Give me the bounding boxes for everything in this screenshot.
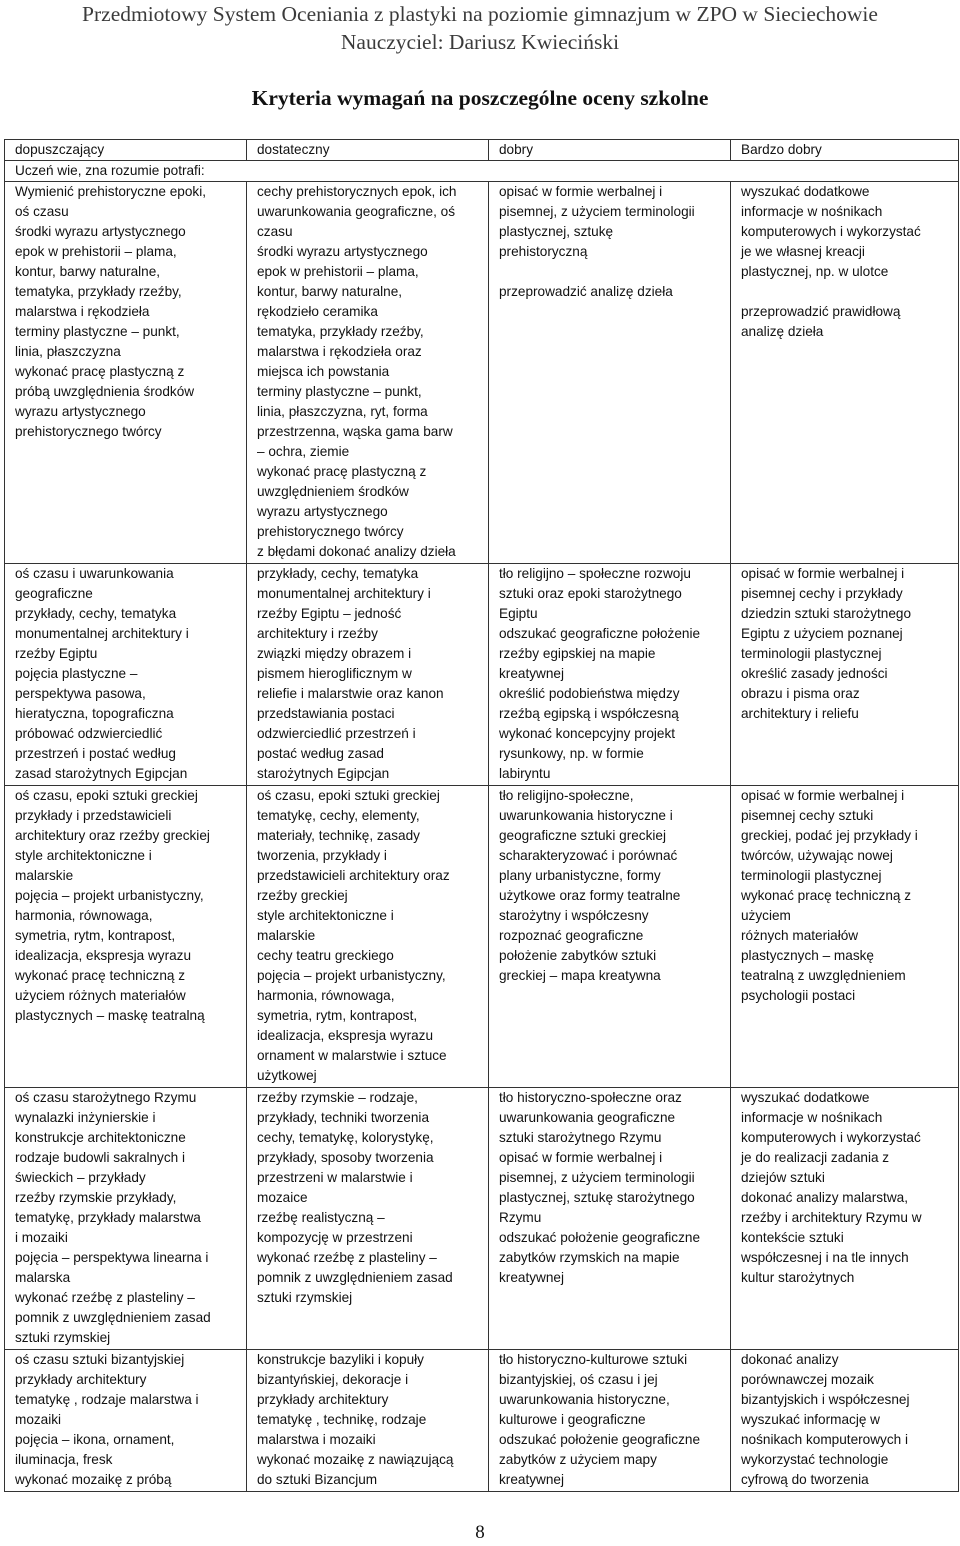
table-cell: wyszukać dodatkowe informacje w nośnikach komputerowych i wykorzystać je do realizacji zadania z dziejów sztuki dokonać analizy malarstwa, rzeźby i architektury Rzymu w kontekście sztuki współczesnej i na tle innych kultur starożytnych <box>731 1088 959 1350</box>
table-cell: oś czasu, epoki sztuki greckiej tematykę, cechy, elementy, materiały, technikę, zasady tworzenia, przykłady i przedstawicieli architektury oraz rzeźby greckiej style architektoniczne i malarskie cechy teatru greckiego pojęcia – projekt urbanistyczny, harmonia, równowaga, symetria, rytm, kontrapost, idealizacja, ekspresja wyrazu ornament w malarstwie i sztuce użytkowej <box>247 786 489 1088</box>
table-cell: cechy prehistorycznych epok, ich uwarunkowania geograficzne, oś czasu środki wyrazu artystycznego epok w prehistorii – plama, kontur, barwy naturalne, rękodzieło ceramika tematyka, przykłady rzeźby, malarstwa i rękodzieła oraz miejsca ich powstania terminy plastyczne – punkt, linia, płaszczyzna, ryt, forma przestrzenna, wąska gama barw – ochra, ziemie wykonać pracę plastyczną z uwzględnieniem środków wyrazu artystycznego prehistorycznego twórcy z błędami dokonać analizy dzieła <box>247 182 489 564</box>
table-cell: oś czasu sztuki bizantyjskiej przykłady architektury tematykę , rodzaje malarstwa i mozaiki pojęcia – ikona, ornament, iluminacja, fresk wykonać mozaikę z próbą <box>5 1350 247 1492</box>
document-title-line1: Przedmiotowy System Oceniania z plastyki na poziomie gimnazjum w ZPO w Sieciechowie <box>82 2 878 26</box>
table-row <box>5 564 959 786</box>
table-cell: tło religijno – społeczne rozwoju sztuki oraz epoki starożytnego Egiptu odszukać geograficzne położenie rzeźby egipskiej na mapie kreatywnej określić podobieństwa między rzeźbą egipską i współczesną wykonać koncepcyjny projekt rysunkowy, np. w formie labiryntu <box>489 564 731 786</box>
table-cell: oś czasu, epoki sztuki greckiej przykłady i przedstawicieli architektury oraz rzeźby greckiej style architektoniczne i malarskie pojęcia – projekt urbanistyczny, harmonia, równowaga, symetria, rytm, kontrapost, idealizacja, ekspresja wyrazu wykonać pracę techniczną z użyciem różnych materiałów plastycznych – maskę teatralną <box>5 786 247 1088</box>
table-cell: tło historyczno-kulturowe sztuki bizantyjskiej, oś czasu i jej uwarunkowania historyczne, kulturowe i geograficzne odszukać położenie geograficzne zabytków z użyciem mapy kreatywnej <box>489 1350 731 1492</box>
table-cell: przykłady, cechy, tematyka monumentalnej architektury i rzeźby Egiptu – jedność architektury i rzeźby związki między obrazem i pismem hieroglificznym w reliefie i malarstwie oraz kanon przedstawiania postaci odzwierciedlić przestrzeń i postać według zasad starożytnych Egipcjan <box>247 564 489 786</box>
table-cell: tło religijno-społeczne, uwarunkowania historyczne i geograficzne sztuki greckiej scharakteryzować i porównać plany urbanistyczne, formy użytkowe oraz formy teatralne starożytny i współczesny rozpoznać geograficzne położenie zabytków sztuki greckiej – mapa kreatywna <box>489 786 731 1088</box>
table-cell: wyszukać dodatkowe informacje w nośnikach komputerowych i wykorzystać je we własnej kreacji plastycznej, np. w ulotce przeprowadzić prawidłową analizę dzieła <box>731 182 959 564</box>
table-cell: oś czasu starożytnego Rzymu wynalazki inżynierskie i konstrukcje architektoniczne rodzaje budowli sakralnych i świeckich – przykłady rzeźby rzymskie przykłady, tematykę, przykłady malarstwa i mozaiki pojęcia – perspektywa linearna i malarska wykonać rzeźbę z plasteliny – pomnik z uwzględnieniem zasad sztuki rzymskiej <box>5 1088 247 1350</box>
document-title-line2: Nauczyciel: Dariusz Kwieciński <box>340 30 620 54</box>
table-row <box>5 182 959 564</box>
intro-text: Uczeń wie, zna rozumie potrafi: <box>5 161 959 182</box>
grading-criteria-table <box>4 139 959 1492</box>
table-intro-row <box>5 161 959 182</box>
table-cell: dokonać analizy porównawczej mozaik bizantyjskich i współczesnej wyszukać informację w nośnikach komputerowych i wykorzystać technologie cyfrową do tworzenia <box>731 1350 959 1492</box>
page-number: 8 <box>475 1522 485 1543</box>
table-cell: oś czasu i uwarunkowania geograficzne przykłady, cechy, tematyka monumentalnej architektury i rzeźby Egiptu pojęcia plastyczne – perspektywa pasowa, hieratyczna, topograficzna próbować odzwierciedlić przestrzeń i postać według zasad starożytnych Egipcjan <box>5 564 247 786</box>
table-cell: rzeźby rzymskie – rodzaje, przykłady, techniki tworzenia cechy, tematykę, kolorystykę, przykłady, sposoby tworzenia przestrzeni w malarstwie i mozaice rzeźbę realistyczną – kompozycję w przestrzeni wykonać rzeźbę z plasteliny – pomnik z uwzględnieniem zasad sztuki rzymskiej <box>247 1088 489 1350</box>
table-row <box>5 1350 959 1492</box>
table-cell: Wymienić prehistoryczne epoki, oś czasu środki wyrazu artystycznego epok w prehistorii – plama, kontur, barwy naturalne, tematyka, przykłady rzeźby, malarstwa i rękodzieła terminy plastyczne – punkt, linia, płaszczyzna wykonać pracę plastyczną z próbą uwzględnienia środków wyrazu artystycznego prehistorycznego twórcy <box>5 182 247 564</box>
table-cell: opisać w formie werbalnej i pisemnej cechy i przykłady dziedzin sztuki starożytnego Egiptu z użyciem poznanej terminologii plastycznej określić zasady jedności obrazu i pisma oraz architektury i reliefu <box>731 564 959 786</box>
table-cell: opisać w formie werbalnej i pisemnej cechy sztuki greckiej, podać jej przykłady i twórców, używając nowej terminologii plastycznej wykonać pracę techniczną z użyciem różnych materiałów plastycznych – maskę teatralną z uwzględnieniem psychologii postaci <box>731 786 959 1088</box>
table-row <box>5 1088 959 1350</box>
column-header: dostateczny <box>247 140 489 161</box>
column-header: Bardzo dobry <box>731 140 959 161</box>
table-cell: opisać w formie werbalnej i pisemnej, z użyciem terminologii plastycznej, sztukę prehistoryczną przeprowadzić analizę dzieła <box>489 182 731 564</box>
table-header-row <box>5 140 959 161</box>
column-header: dopuszczający <box>5 140 247 161</box>
table-cell: konstrukcje bazyliki i kopuły bizantyńskiej, dekoracje i przykłady architektury tematykę , technikę, rodzaje malarstwa i mozaiki wykonać mozaikę z nawiązującą do sztuki Bizancjum <box>247 1350 489 1492</box>
table-row <box>5 786 959 1088</box>
table-cell: tło historyczno-społeczne oraz uwarunkowania geograficzne sztuki starożytnego Rzymu opisać w formie werbalnej i pisemnej, z użyciem terminologii plastycznej, sztukę starożytnego Rzymu odszukać położenie geograficzne zabytków rzymskich na mapie kreatywnej <box>489 1088 731 1350</box>
document-subtitle: Kryteria wymagań na poszczególne oceny szkolne <box>251 86 709 110</box>
column-header: dobry <box>489 140 731 161</box>
